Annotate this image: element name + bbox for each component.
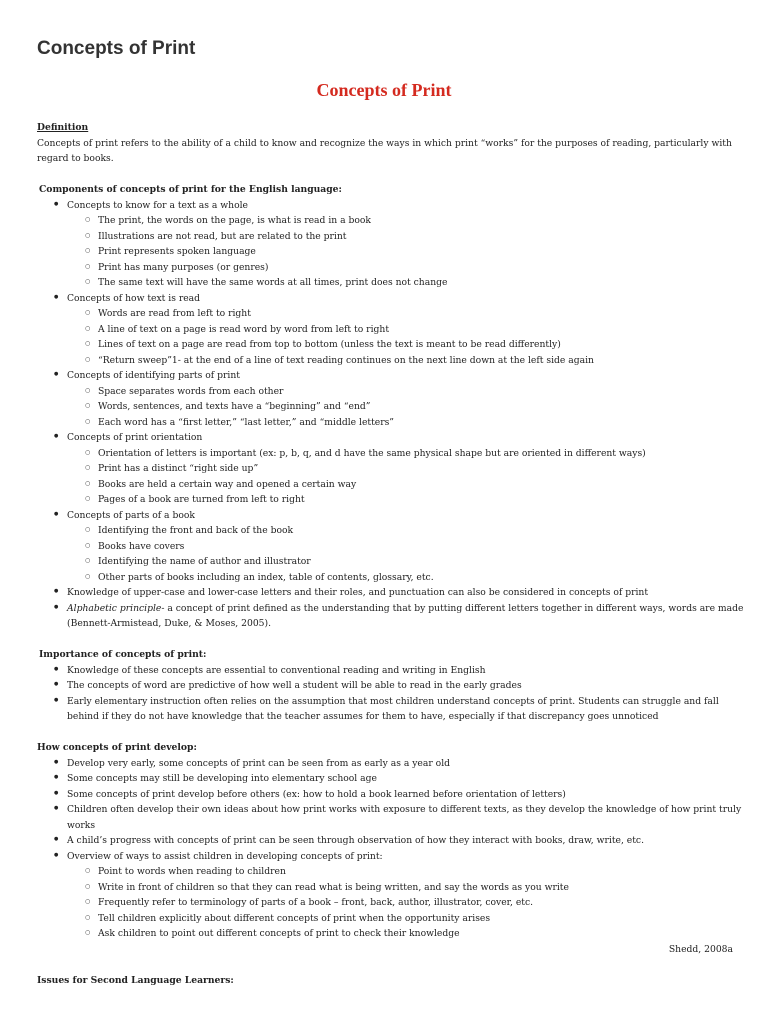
- list-item-continuation: (Bennett-Armistead, Duke, & Moses, 2005).: [67, 618, 272, 629]
- list-item: ● Concepts of parts of a book: [67, 510, 195, 521]
- list-item: ● Concepts of how text is read: [67, 293, 200, 304]
- definition-text-line: Concepts of print refers to the ability of a child to know and recognize the ways in which print “works” for the purposes of reading, particularly with: [37, 138, 732, 149]
- issues-heading: Issues for Second Language Learners:: [37, 975, 234, 986]
- page-header: Concepts of Print: [37, 38, 196, 59]
- list-item: ○ Ask children to point out different concepts of print to check their knowledge: [98, 928, 460, 939]
- list-item: ● Some concepts may still be developing into elementary school age: [67, 773, 377, 784]
- document-title: Concepts of Print: [316, 80, 452, 100]
- citation: Shedd, 2008a: [668, 944, 733, 955]
- list-item: ○ Print has many purposes (or genres): [98, 262, 268, 273]
- importance-heading: Importance of concepts of print:: [39, 649, 207, 660]
- list-item: ● Concepts of identifying parts of print: [67, 370, 240, 381]
- list-item: ○ Write in front of children so that they can read what is being written, and say the words as you write: [98, 882, 569, 893]
- list-item: ○ The same text will have the same words at all times, print does not change: [98, 277, 447, 288]
- list-item: ○ Print has a distinct “right side up”: [98, 463, 258, 474]
- list-item: ○ Books are held a certain way and opened a certain way: [98, 479, 356, 490]
- list-item: ○ Identifying the front and back of the book: [98, 525, 293, 536]
- list-item: ○ “Return sweep”1- at the end of a line of text reading continues on the next line down at the left side again: [98, 355, 594, 366]
- list-item: ○ Frequently refer to terminology of parts of a book – front, back, author, illustrator, cover, etc.: [98, 897, 533, 908]
- definition-heading: Definition: [37, 122, 89, 133]
- list-item: ○ Other parts of books including an index, table of contents, glossary, etc.: [98, 572, 434, 583]
- list-item-continuation: behind if they do not have knowledge that the teacher assumes for them to have, especially if that discrepancy goes unnoticed: [67, 711, 659, 722]
- alphabetic-principle-term: Alphabetic principle: [67, 603, 162, 614]
- list-item: ● Early elementary instruction often relies on the assumption that most children understand concepts of print. Students can struggle and fall: [67, 696, 719, 707]
- list-item: ● Concepts to know for a text as a whole: [67, 200, 248, 211]
- list-item: ○ Identifying the name of author and illustrator: [98, 556, 311, 567]
- list-item: ● Develop very early, some concepts of print can be seen from as early as a year old: [67, 758, 450, 769]
- list-item: ○ Orientation of letters is important (ex: p, b, q, and d have the same physical shape but are oriented in different ways): [98, 448, 646, 459]
- list-item: ○ Point to words when reading to children: [98, 866, 286, 877]
- develop-heading: How concepts of print develop:: [37, 742, 197, 753]
- list-item: ○ Space separates words from each other: [98, 386, 283, 397]
- list-item: ● Concepts of print orientation: [67, 432, 202, 443]
- list-item: ○ The print, the words on the page, is what is read in a book: [98, 215, 371, 226]
- list-item: ○ Lines of text on a page are read from top to bottom (unless the text is meant to be read differently): [98, 339, 561, 350]
- list-item: ● A child’s progress with concepts of print can be seen through observation of how they interact with books, draw, write, etc.: [67, 835, 644, 846]
- components-heading: Components of concepts of print for the English language:: [39, 184, 342, 195]
- list-item: ● Overview of ways to assist children in developing concepts of print:: [67, 851, 383, 862]
- list-item: ○ Books have covers: [98, 541, 184, 552]
- list-item: [67, 603, 743, 614]
- list-item: ○ Tell children explicitly about different concepts of print when the opportunity arises: [98, 913, 490, 924]
- list-item: ● Some concepts of print develop before others (ex: how to hold a book learned before orientation of letters): [67, 789, 566, 800]
- alphabetic-principle-text: - a concept of print defined as the understanding that by putting different letters together in different ways, words are made: [161, 603, 744, 614]
- list-item: ● The concepts of word are predictive of how well a student will be able to read in the early grades: [67, 680, 522, 691]
- definition-text-line: regard to books.: [37, 153, 114, 164]
- list-item: ● Children often develop their own ideas about how print works with exposure to different texts, as they develop the knowledge of how print truly: [67, 804, 741, 815]
- list-item: ● Knowledge of these concepts are essential to conventional reading and writing in English: [67, 665, 486, 676]
- list-item: ○ Each word has a “first letter,” “last letter,” and “middle letters”: [98, 417, 394, 428]
- list-item: ○ Words are read from left to right: [98, 308, 251, 319]
- list-item: ○ Words, sentences, and texts have a “beginning” and “end”: [98, 401, 370, 412]
- list-item: ○ Illustrations are not read, but are related to the print: [98, 231, 346, 242]
- list-item-continuation: works: [67, 820, 96, 831]
- list-item: ○ A line of text on a page is read word by word from left to right: [98, 324, 389, 335]
- list-item: ○ Print represents spoken language: [98, 246, 256, 257]
- list-item: ○ Pages of a book are turned from left to right: [98, 494, 305, 505]
- list-item: ● Knowledge of upper-case and lower-case letters and their roles, and punctuation can also be considered in concepts of print: [67, 587, 648, 598]
